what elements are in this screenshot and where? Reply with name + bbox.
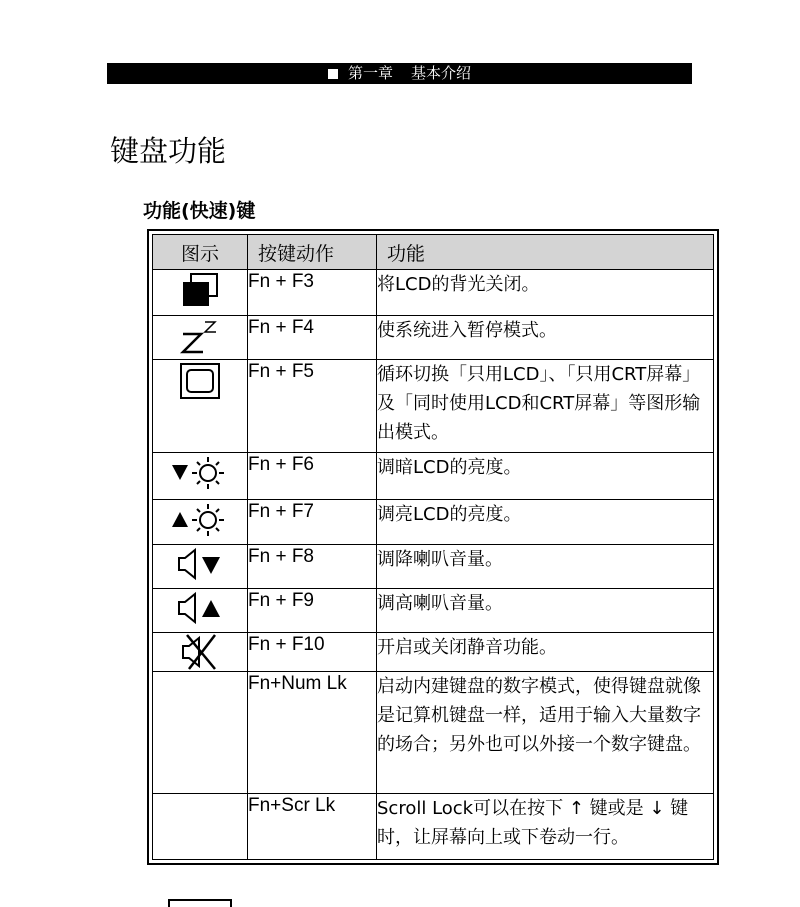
key-combo: Fn + F4	[248, 316, 377, 360]
key-combo: Fn + F6	[248, 453, 377, 500]
table-row	[153, 500, 714, 545]
icon-cell	[153, 794, 248, 860]
mute-icon	[175, 633, 225, 671]
section-title: 键盘功能	[110, 134, 227, 168]
key-combo: Fn + F5	[248, 360, 377, 453]
key-combo: Fn + F10	[248, 633, 377, 672]
table-row	[153, 453, 714, 500]
key-combo: Fn + F8	[248, 545, 377, 589]
key-description: 启动内建键盘的数字模式，使得键盘就像是记算机键盘一样，适用于输入大量数字的场合；另外也可以外接一个数字键盘。	[377, 672, 714, 794]
icon-cell	[153, 316, 248, 360]
key-combo: Fn + F3	[248, 270, 377, 316]
table-row	[153, 589, 714, 633]
key-description: 调降喇叭音量。	[377, 545, 714, 589]
next-table-edge	[168, 899, 232, 907]
table-row	[153, 270, 714, 316]
key-combo: Fn + F9	[248, 589, 377, 633]
table-row	[153, 633, 714, 672]
volume-down-icon	[173, 545, 227, 583]
brightness-down-icon	[170, 453, 230, 493]
sleep-icon	[175, 316, 225, 356]
table-row	[153, 672, 714, 794]
key-description: 将LCD的背光关闭。	[377, 270, 714, 316]
key-description: 调高喇叭音量。	[377, 589, 714, 633]
brightness-up-icon	[170, 500, 230, 540]
icon-cell	[153, 360, 248, 453]
key-combo: Fn+Num Lk	[248, 672, 377, 794]
chapter-title: 基本介绍	[411, 64, 472, 82]
icon-cell	[153, 270, 248, 316]
table-header-row	[153, 235, 714, 270]
table-row	[153, 316, 714, 360]
key-description: 调亮LCD的亮度。	[377, 500, 714, 545]
function-key-table	[147, 229, 719, 865]
key-description: Scroll Lock可以在按下 ↑ 键或是 ↓ 键时，让屏幕向上或下卷动一行。	[377, 794, 714, 860]
icon-cell	[153, 589, 248, 633]
key-combo: Fn+Scr Lk	[248, 794, 377, 860]
column-header-icon: 图示	[153, 235, 248, 270]
table-row	[153, 794, 714, 860]
volume-up-icon	[173, 589, 227, 627]
key-description: 开启或关闭静音功能。	[377, 633, 714, 672]
key-combo: Fn + F7	[248, 500, 377, 545]
key-description: 循环切换「只用LCD」、「只用CRT屏幕」及「同时使用LCD和CRT屏幕」等图形输出模式。	[377, 360, 714, 453]
square-bullet-icon	[328, 69, 338, 79]
table-row	[153, 545, 714, 589]
lcd-off-icon	[177, 270, 223, 310]
icon-cell	[153, 453, 248, 500]
column-header-key: 按键动作	[248, 235, 377, 270]
chapter-header-bar	[107, 63, 692, 84]
icon-cell	[153, 633, 248, 672]
chapter-number: 第一章	[347, 64, 393, 82]
column-header-function: 功能	[377, 235, 714, 270]
display-switch-icon	[177, 360, 223, 402]
key-description: 调暗LCD的亮度。	[377, 453, 714, 500]
key-description: 使系统进入暂停模式。	[377, 316, 714, 360]
icon-cell	[153, 672, 248, 794]
icon-cell	[153, 500, 248, 545]
table-row	[153, 360, 714, 453]
icon-cell	[153, 545, 248, 589]
sub-title: 功能(快速)键	[143, 200, 256, 222]
